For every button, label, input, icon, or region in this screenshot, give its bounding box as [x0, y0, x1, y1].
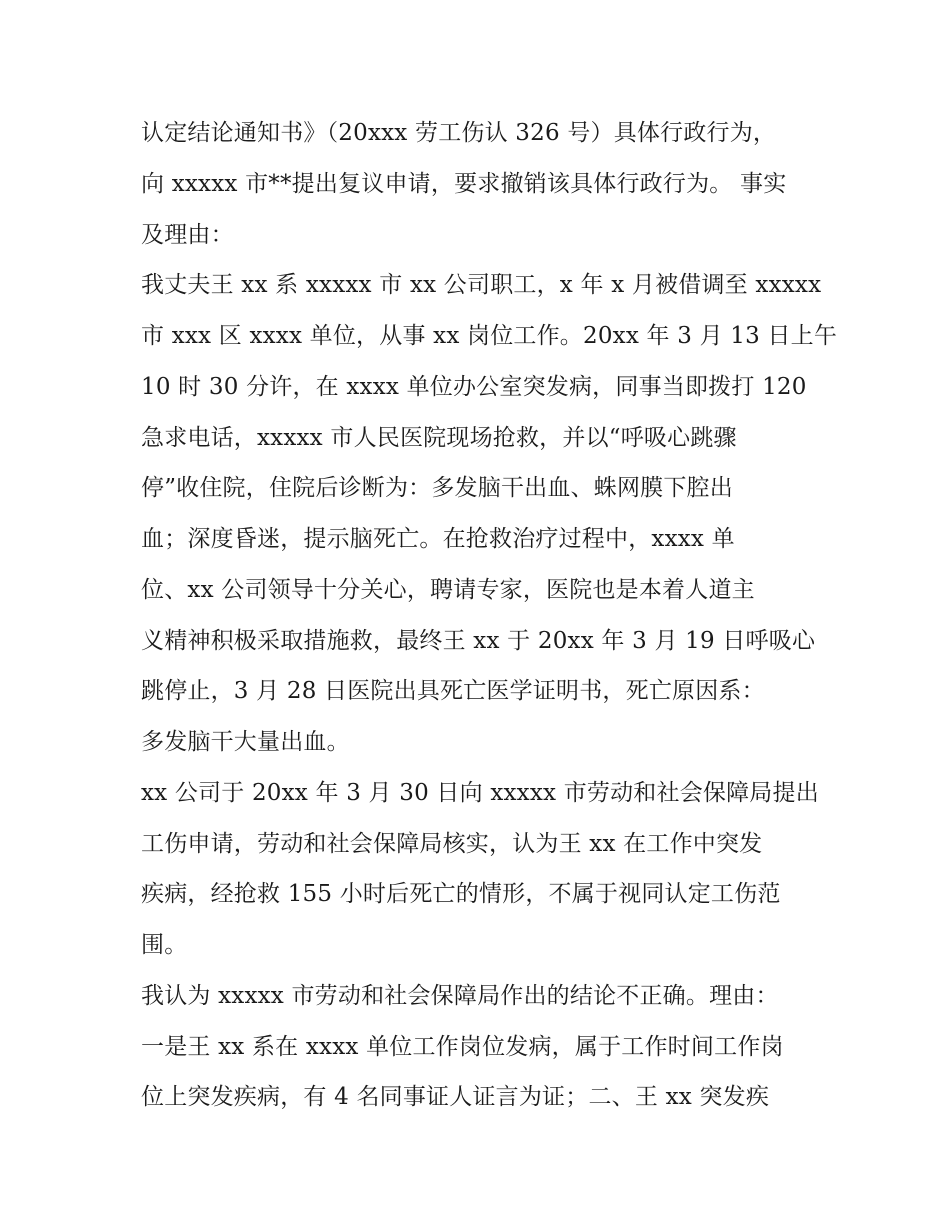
text-line: 市 xxx 区 xxxx 单位，从事 xx 岗位工作。20xx 年 3 月 13 日上午: [141, 323, 838, 349]
text-line: 位、xx 公司领导十分关心，聘请专家，医院也是本着人道主: [141, 576, 755, 603]
text-line: 及理由：: [141, 221, 234, 248]
text-line: 向 xxxxx 市**提出复议申请，要求撤销该具体行政行为。 事实: [141, 170, 787, 197]
text-line: 跳停止，3 月 28 日医院出具死亡医学证明书，死亡原因系：: [141, 678, 765, 705]
text-line: 多发脑干大量出血。: [141, 729, 350, 755]
text-line: 我认为 xxxxx 市劳动和社会保障局作出的结论不正确。理由：: [141, 982, 779, 1009]
text-line: 认定结论通知书》（20xxx 劳工伤认 326 号）具体行政行为，: [141, 120, 777, 146]
text-line: 位上突发疾病，有 4 名同事证人证言为证；二、王 xx 突发疾: [141, 1084, 770, 1111]
text-line: 一是王 xx 系在 xxxx 单位工作岗位发病，属于工作时间工作岗: [141, 1033, 784, 1060]
text-line: 停”收住院，住院后诊断为：多发脑干出血、蛛网膜下腔出: [141, 475, 733, 502]
text-line: 围。: [141, 932, 188, 958]
document-body: [141, 108, 838, 1123]
text-line: 疾病，经抢救 155 小时后死亡的情形，不属于视同认定工伤范: [141, 881, 781, 908]
text-line: 工伤申请，劳动和社会保障局核实，认为王 xx 在工作中突发: [141, 830, 763, 857]
text-line: 义精神积极采取措施救，最终王 xx 于 20xx 年 3 月 19 日呼吸心: [141, 627, 816, 654]
text-line: 我丈夫王 xx 系 xxxxx 市 xx 公司职工，x 年 x 月被借调至 xxxxx: [141, 272, 822, 299]
text-line: xx 公司于 20xx 年 3 月 30 日向 xxxxx 市劳动和社会保障局提出: [141, 779, 819, 806]
text-line: 急求电话，xxxxx 市人民医院现场抢救，并以“呼吸心跳骤: [141, 424, 737, 451]
text-line: 10 时 30 分许，在 xxxx 单位办公室突发病，同事当即拨打 120: [141, 373, 807, 400]
text-line: 血；深度昏迷，提示脑死亡。在抢救治疗过程中，xxxx 单: [141, 526, 735, 552]
